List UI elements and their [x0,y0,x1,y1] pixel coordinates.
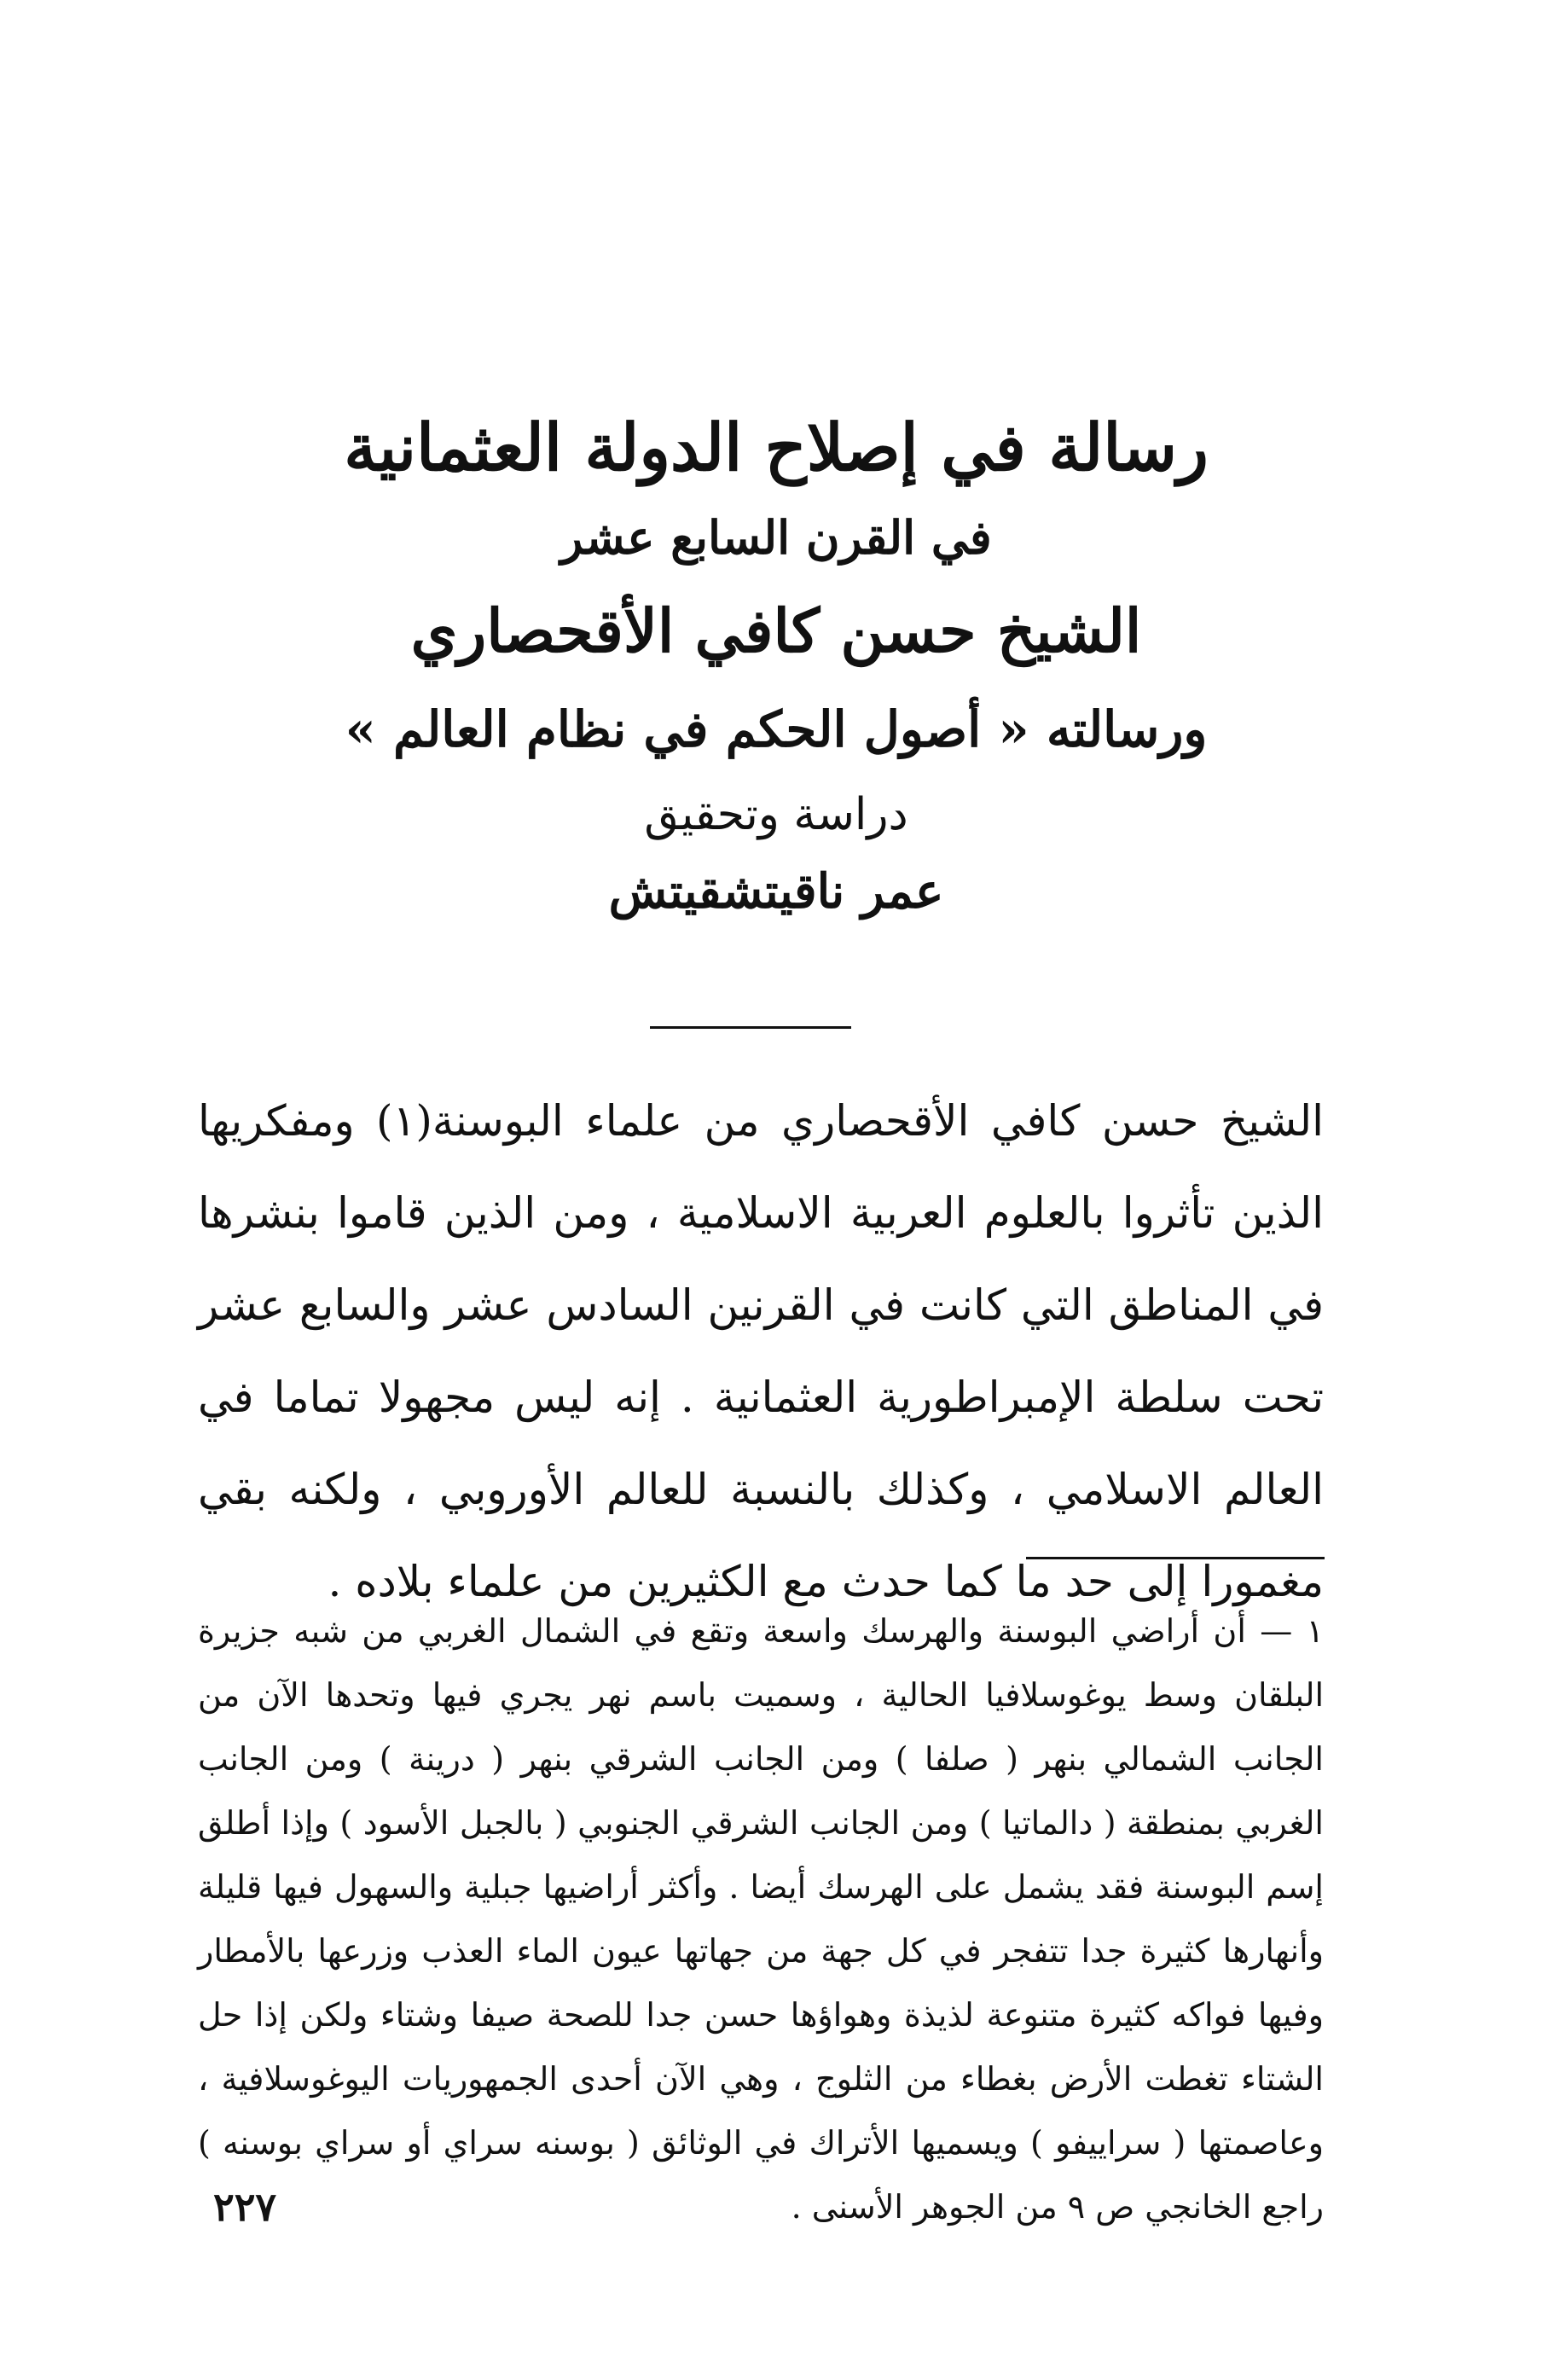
body-paragraph: الشيخ حسن كافي الأقحصاري من علماء البوسنة(١) ومفكريها الذين تأثروا بالعلوم العربية الاسلامية ، ومن الذين قاموا بنشرها في المناطق التي كانت في القرنين السادس عشر والسابع عشر تحت سلطة الإمبراطورية العثمانية . إنه ليس مجهولا تماما في العالم الاسلامي ، وكذلك بالنسبة للعالم الأوروبي ، ولكنه بقي مغمورا إلى حد ما كما حدث مع الكثيرين من علماء بلاده . [198,1096,1324,1606]
title-block [307,401,1245,930]
author-name: الشيخ حسن كافي الأقحصاري [410,595,1142,666]
editor-name: عمر ناقيتشقيتش [608,863,944,920]
title-divider [650,1026,851,1029]
footnote-divider [1026,1557,1325,1559]
document-title: رسالة في إصلاح الدولة العثمانية [344,409,1209,485]
footnote-1: ١ — أن أراضي البوسنة والهرسك واسعة وتقع في الشمال الغربي من شبه جزيرة البلقان وسط يوغوسلافيا الحالية ، وسميت باسم نهر يجري فيها وتحدها الآن من الجانب الشمالي بنهر ( صلفا ) ومن الجانب الشرقي بنهر ( درينة ) ومن الجانب الغربي بمنطقة ( دالماتيا ) ومن الجانب الشرقي الجنوبي ( بالجبل الأسود ) وإذا أطلق إسم البوسنة فقد يشمل على الهرسك أيضا . وأكثر أراضيها جبلية والسهول فيها قليلة وأنهارها كثيرة جدا تتفجر في كل جهة من جهاتها عيون الماء العذب وزرعها بالأمطار وفيها فواكه كثيرة متنوعة لذيذة وهواؤها حسن جدا للصحة صيفا وشتاء ولكن إذا حل الشتاء تغطت الأرض بغطاء من الثلوج ، وهي الآن أحدى الجمهوريات اليوغوسلافية ، وعاصمتها ( سراييفو ) ويسميها الأتراك في الوثائق ( بوسنه سراي أو سراي بوسنه ) راجع الخانجي ص ٩ من الجوهر الأسنى . [198,1612,1324,2226]
treatise-title: ورسالته « أصول الحكم في نظام العالم » [345,700,1208,758]
footnotes [198,1599,1324,2239]
document-subtitle: في القرن السابع عشر [560,510,992,565]
study-label: دراسة وتحقيق [644,789,908,840]
body-text [198,1075,1324,1628]
page-number: ٢٢٧ [213,2184,277,2230]
